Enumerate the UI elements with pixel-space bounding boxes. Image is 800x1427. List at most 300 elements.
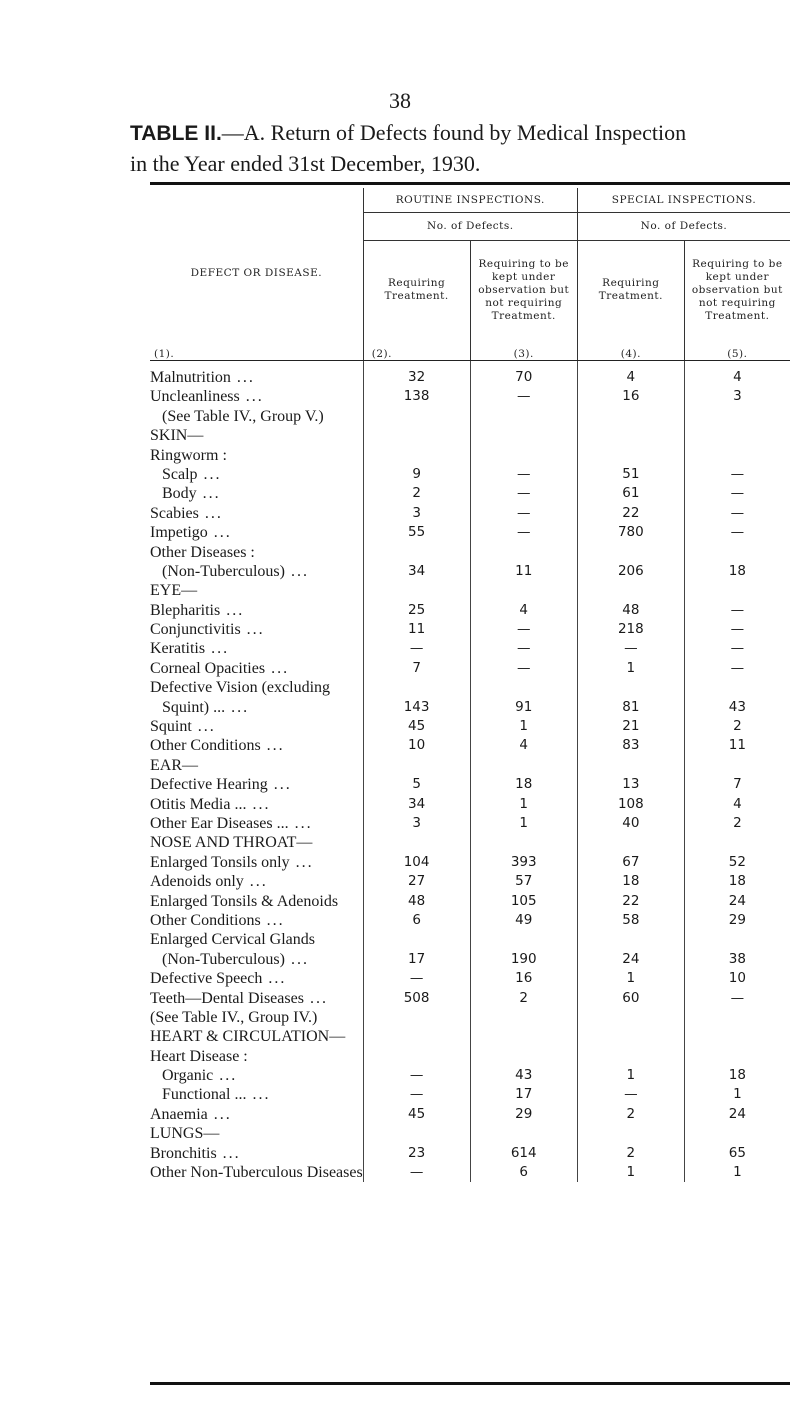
row-label (150, 484, 363, 503)
row-value-col4: 81 (577, 698, 684, 717)
row-label (150, 911, 363, 930)
row-value-col3: 1 (470, 795, 577, 814)
row-value-col3: 2 (470, 989, 577, 1008)
row-value-col3 (470, 581, 577, 600)
table-row (150, 1008, 790, 1027)
row-value-col3: — (470, 465, 577, 484)
routine-header: ROUTINE INSPECTIONS. (363, 188, 577, 212)
row-value-col5: 18 (684, 872, 790, 891)
row-value-col2: 7 (363, 659, 470, 678)
routine-no-defects: No. of Defects. (363, 212, 577, 240)
row-label (150, 1027, 363, 1046)
row-label (150, 1008, 363, 1027)
row-value-col5: 29 (684, 911, 790, 930)
leader-dots: ... (230, 369, 255, 386)
row-value-col5: — (684, 659, 790, 678)
row-label (150, 756, 363, 775)
col-number-4: (4). (577, 340, 684, 360)
row-value-col2 (363, 543, 470, 562)
special-requiring-treatment: Requiring Treatment. (577, 240, 684, 340)
row-label-text: Heart Disease : (150, 1047, 248, 1065)
row-label (150, 698, 363, 717)
row-value-col4 (577, 1027, 684, 1046)
row-value-col5: — (684, 523, 790, 542)
row-value-col3: 6 (470, 1163, 577, 1182)
row-label (150, 1163, 363, 1182)
leader-dots: ... (239, 388, 264, 406)
row-label-text: Blepharitis (150, 601, 221, 619)
row-value-col5: 52 (684, 853, 790, 872)
row-value-col4: 108 (577, 795, 684, 814)
table-row (150, 360, 790, 387)
row-label (150, 446, 363, 465)
row-value-col3: 4 (470, 601, 577, 620)
row-label (150, 678, 363, 697)
row-value-col3: 91 (470, 698, 577, 717)
table-row (150, 814, 790, 833)
leader-dots: ... (207, 1105, 232, 1123)
row-value-col4 (577, 1008, 684, 1027)
special-no-defects: No. of Defects. (577, 212, 790, 240)
row-label-text: LUNGS— (150, 1125, 220, 1143)
row-value-col2 (363, 930, 470, 949)
row-value-col4: 218 (577, 620, 684, 639)
row-label-text: Ringworm : (150, 446, 227, 464)
table-row (150, 659, 790, 678)
table-row (150, 1066, 790, 1085)
table-row (150, 465, 790, 484)
leader-dots: ... (196, 485, 221, 503)
row-value-col3 (470, 1027, 577, 1046)
table-row (150, 620, 790, 639)
table-body (150, 360, 790, 1182)
row-label (150, 853, 363, 872)
row-label-text: Defective Hearing (150, 776, 268, 794)
row-value-col2: 143 (363, 698, 470, 717)
table-row (150, 601, 790, 620)
bottom-rule (150, 1382, 790, 1385)
row-value-col3 (470, 1008, 577, 1027)
row-label-text: Scabies (150, 504, 199, 522)
row-label-text: (See Table IV., Group V.) (162, 407, 324, 425)
row-value-col4: 61 (577, 484, 684, 503)
row-label-text: Corneal Opacities (150, 659, 266, 677)
row-value-col2: 34 (363, 562, 470, 581)
row-label-text: Other Non-Tuberculous Diseases (150, 1164, 363, 1182)
table-row (150, 484, 790, 503)
row-label (150, 639, 363, 658)
row-value-col3: 105 (470, 892, 577, 911)
row-label-text: Conjunctivitis (150, 621, 241, 639)
row-value-col5: 4 (684, 795, 790, 814)
row-value-col5: 24 (684, 1105, 790, 1124)
leader-dots: ... (265, 659, 290, 677)
table-row (150, 639, 790, 658)
row-value-col5: — (684, 465, 790, 484)
row-label-text: Uncleanliness (150, 388, 240, 406)
row-value-col2: 11 (363, 620, 470, 639)
table-title-line2: in the Year ended 31st December, 1930. (130, 151, 481, 176)
row-value-col4: 1 (577, 969, 684, 988)
row-label-text: Impetigo (150, 524, 208, 542)
row-value-col2: 3 (363, 814, 470, 833)
row-value-col3 (470, 833, 577, 852)
row-value-col3 (470, 543, 577, 562)
row-value-col2: 2 (363, 484, 470, 503)
row-value-col4: 16 (577, 387, 684, 406)
row-value-col4 (577, 930, 684, 949)
row-label (150, 601, 363, 620)
row-value-col4: 206 (577, 562, 684, 581)
row-label-text: Malnutrition (150, 369, 231, 386)
routine-requiring-observation: Requiring to be kept under observation but not requiring Treatment. (470, 240, 577, 340)
table-row (150, 872, 790, 891)
row-value-col2: 6 (363, 911, 470, 930)
row-value-col3: 17 (470, 1085, 577, 1104)
row-value-col2: — (363, 1066, 470, 1085)
table-row (150, 717, 790, 736)
leader-dots: ... (225, 698, 250, 716)
row-value-col3 (470, 930, 577, 949)
col-number-1: (1). (154, 348, 175, 360)
table-row (150, 736, 790, 755)
row-label-text: Defective Vision (excluding (150, 679, 331, 697)
special-header: SPECIAL INSPECTIONS. (577, 188, 790, 212)
row-label-text: (Non-Tuberculous) (162, 562, 285, 580)
row-value-col5: — (684, 639, 790, 658)
row-value-col4: 1 (577, 1163, 684, 1182)
row-label (150, 950, 363, 969)
row-value-col4: 60 (577, 989, 684, 1008)
row-value-col2: 27 (363, 872, 470, 891)
row-value-col5: 2 (684, 814, 790, 833)
row-value-col3: 190 (470, 950, 577, 969)
table-row (150, 543, 790, 562)
row-value-col3 (470, 446, 577, 465)
leader-dots: ... (289, 853, 314, 871)
row-value-col4: — (577, 639, 684, 658)
row-value-col2: 25 (363, 601, 470, 620)
row-value-col5: 10 (684, 969, 790, 988)
row-label (150, 833, 363, 852)
col-number-5: (5). (684, 340, 790, 360)
row-value-col4: 48 (577, 601, 684, 620)
row-label (150, 659, 363, 678)
row-value-col4: 83 (577, 736, 684, 755)
row-label (150, 1124, 363, 1143)
row-value-col2: 5 (363, 775, 470, 794)
row-value-col2: 3 (363, 504, 470, 523)
row-label (150, 1144, 363, 1163)
row-label-text: Squint (150, 718, 192, 736)
table-row (150, 1027, 790, 1046)
row-value-col2: 32 (363, 360, 470, 387)
table-row (150, 581, 790, 600)
row-value-col2 (363, 833, 470, 852)
row-value-col4 (577, 678, 684, 697)
row-value-col5: 65 (684, 1144, 790, 1163)
row-value-col5: — (684, 601, 790, 620)
row-label-text: Squint) ... (162, 698, 226, 716)
row-value-col4 (577, 756, 684, 775)
table-row (150, 892, 790, 911)
row-label (150, 387, 363, 406)
table-row (150, 562, 790, 581)
leader-dots: ... (262, 970, 287, 988)
table-row (150, 989, 790, 1008)
table-row (150, 1047, 790, 1066)
leader-dots: ... (205, 640, 230, 658)
row-value-col2: — (363, 639, 470, 658)
row-value-col3 (470, 756, 577, 775)
row-label-text: Teeth—Dental Diseases (150, 989, 304, 1007)
table-row (150, 775, 790, 794)
leader-dots: ... (243, 873, 268, 891)
table-title-lead: TABLE II. (130, 122, 222, 145)
row-value-col5 (684, 833, 790, 852)
row-value-col5: 18 (684, 1066, 790, 1085)
row-label-text: Bronchitis (150, 1144, 217, 1162)
row-label-text: Adenoids only (150, 873, 244, 891)
row-label (150, 543, 363, 562)
leader-dots: ... (284, 950, 309, 968)
row-value-col3: 29 (470, 1105, 577, 1124)
row-label (150, 465, 363, 484)
row-value-col3: — (470, 504, 577, 523)
row-value-col4: — (577, 1085, 684, 1104)
row-value-col4: 2 (577, 1144, 684, 1163)
row-value-col5: 11 (684, 736, 790, 755)
row-value-col3: — (470, 484, 577, 503)
row-value-col2: — (363, 1085, 470, 1104)
table-row (150, 387, 790, 406)
row-value-col2 (363, 678, 470, 697)
row-value-col2 (363, 426, 470, 445)
row-value-col2: 104 (363, 853, 470, 872)
leader-dots: ... (246, 795, 271, 813)
row-value-col4: 67 (577, 853, 684, 872)
table-row (150, 969, 790, 988)
row-value-col4 (577, 426, 684, 445)
row-value-col5 (684, 1124, 790, 1143)
row-value-col2: 508 (363, 989, 470, 1008)
table-row (150, 1085, 790, 1104)
row-value-col3: — (470, 387, 577, 406)
row-label (150, 736, 363, 755)
row-value-col5 (684, 426, 790, 445)
row-value-col3: 16 (470, 969, 577, 988)
row-value-col3: 1 (470, 814, 577, 833)
row-value-col3: 4 (470, 736, 577, 755)
table-row (150, 1144, 790, 1163)
row-label-text: Otitis Media ... (150, 795, 247, 813)
row-value-col3 (470, 1124, 577, 1143)
table-row (150, 911, 790, 930)
row-label (150, 1066, 363, 1085)
table-row (150, 426, 790, 445)
row-label-text: EAR— (150, 756, 198, 774)
row-label (150, 426, 363, 445)
row-value-col3: 393 (470, 853, 577, 872)
row-label (150, 969, 363, 988)
row-value-col3 (470, 426, 577, 445)
table-row (150, 1124, 790, 1143)
row-value-col4: 4 (577, 360, 684, 387)
row-value-col5: 2 (684, 717, 790, 736)
row-value-col2: — (363, 1163, 470, 1182)
row-value-col2 (363, 446, 470, 465)
row-label (150, 1105, 363, 1124)
row-value-col3 (470, 678, 577, 697)
row-value-col2: — (363, 969, 470, 988)
leader-dots: ... (267, 776, 292, 794)
defect-header: DEFECT OR DISEASE. (190, 267, 323, 279)
row-label-text: EYE— (150, 582, 198, 600)
row-value-col3: — (470, 523, 577, 542)
row-value-col4: 22 (577, 504, 684, 523)
row-value-col2: 10 (363, 736, 470, 755)
leader-dots: ... (260, 737, 285, 755)
row-value-col2: 45 (363, 717, 470, 736)
row-value-col3: 49 (470, 911, 577, 930)
row-label (150, 504, 363, 523)
row-value-col2 (363, 1008, 470, 1027)
row-label (150, 814, 363, 833)
row-value-col5 (684, 756, 790, 775)
table-title-line1: —A. Return of Defects found by Medical Inspection (221, 120, 687, 145)
row-label-text: (Non-Tuberculous) (162, 950, 285, 968)
row-value-col2 (363, 1124, 470, 1143)
row-value-col4: 780 (577, 523, 684, 542)
row-value-col5: — (684, 620, 790, 639)
row-label-text: Anaemia (150, 1105, 208, 1123)
special-requiring-observation: Requiring to be kept under observation but not requiring Treatment. (684, 240, 790, 340)
row-value-col3: 11 (470, 562, 577, 581)
row-label-text: NOSE AND THROAT— (150, 834, 313, 852)
row-label (150, 717, 363, 736)
row-value-col5: 18 (684, 562, 790, 581)
row-value-col4: 21 (577, 717, 684, 736)
row-label-text: Body (162, 485, 197, 503)
row-label-text: Other Conditions (150, 911, 261, 929)
row-value-col5 (684, 1008, 790, 1027)
row-value-col2: 9 (363, 465, 470, 484)
leader-dots: ... (207, 524, 232, 542)
row-value-col5: — (684, 504, 790, 523)
row-label-text: Enlarged Cervical Glands (150, 931, 315, 949)
leader-dots: ... (288, 814, 313, 832)
row-value-col3: — (470, 659, 577, 678)
row-label (150, 407, 363, 426)
row-value-col5 (684, 678, 790, 697)
table-row (150, 795, 790, 814)
row-value-col4: 13 (577, 775, 684, 794)
row-value-col5: — (684, 989, 790, 1008)
row-value-col5: 24 (684, 892, 790, 911)
page-number: 38 (389, 88, 411, 113)
row-label-text: Enlarged Tonsils & Adenoids (150, 892, 339, 910)
leader-dots: ... (284, 562, 309, 580)
table-row (150, 853, 790, 872)
row-label-text: SKIN— (150, 427, 204, 445)
row-value-col4: 51 (577, 465, 684, 484)
row-label (150, 1085, 363, 1104)
row-value-col2: 45 (363, 1105, 470, 1124)
row-value-col4 (577, 446, 684, 465)
table-row (150, 930, 790, 949)
row-value-col3: 43 (470, 1066, 577, 1085)
row-value-col2: 23 (363, 1144, 470, 1163)
row-value-col3: 57 (470, 872, 577, 891)
row-value-col2 (363, 1047, 470, 1066)
row-label (150, 360, 363, 387)
row-label (150, 620, 363, 639)
row-value-col3: 1 (470, 717, 577, 736)
table-row (150, 523, 790, 542)
row-value-col4 (577, 1047, 684, 1066)
row-label-text: Other Ear Diseases ... (150, 814, 289, 832)
row-value-col2: 34 (363, 795, 470, 814)
col-number-2: (2). (363, 340, 470, 360)
table-row (150, 1163, 790, 1182)
table-row (150, 407, 790, 426)
row-value-col2 (363, 581, 470, 600)
row-value-col4 (577, 407, 684, 426)
row-value-col4 (577, 833, 684, 852)
routine-requiring-treatment: Requiring Treatment. (363, 240, 470, 340)
table-row (150, 504, 790, 523)
row-value-col4: 1 (577, 659, 684, 678)
row-value-col3: 614 (470, 1144, 577, 1163)
table-row (150, 756, 790, 775)
row-label (150, 930, 363, 949)
row-value-col2 (363, 756, 470, 775)
row-value-col5 (684, 930, 790, 949)
row-value-col5: 3 (684, 387, 790, 406)
row-value-col5: 1 (684, 1163, 790, 1182)
row-value-col4: 1 (577, 1066, 684, 1085)
row-value-col5 (684, 581, 790, 600)
leader-dots: ... (197, 465, 222, 483)
row-value-col4: 40 (577, 814, 684, 833)
row-label (150, 795, 363, 814)
row-value-col5 (684, 543, 790, 562)
leader-dots: ... (303, 989, 328, 1007)
row-label-text: Defective Speech (150, 970, 263, 988)
row-label-text: Other Diseases : (150, 543, 255, 561)
row-value-col2: 55 (363, 523, 470, 542)
leader-dots: ... (246, 1086, 271, 1104)
row-label-text: Functional ... (162, 1086, 247, 1104)
row-label (150, 892, 363, 911)
row-value-col5: 1 (684, 1085, 790, 1104)
table-row (150, 950, 790, 969)
row-value-col4 (577, 543, 684, 562)
row-value-col4: 58 (577, 911, 684, 930)
row-value-col3 (470, 407, 577, 426)
row-value-col3: — (470, 620, 577, 639)
row-value-col3 (470, 1047, 577, 1066)
leader-dots: ... (216, 1144, 241, 1162)
row-value-col4: 18 (577, 872, 684, 891)
table-row (150, 833, 790, 852)
row-label-text: (See Table IV., Group IV.) (150, 1008, 318, 1026)
row-label-text: Enlarged Tonsils only (150, 853, 290, 871)
leader-dots: ... (240, 621, 265, 639)
row-value-col5: 7 (684, 775, 790, 794)
leader-dots: ... (220, 601, 245, 619)
row-value-col2: 17 (363, 950, 470, 969)
